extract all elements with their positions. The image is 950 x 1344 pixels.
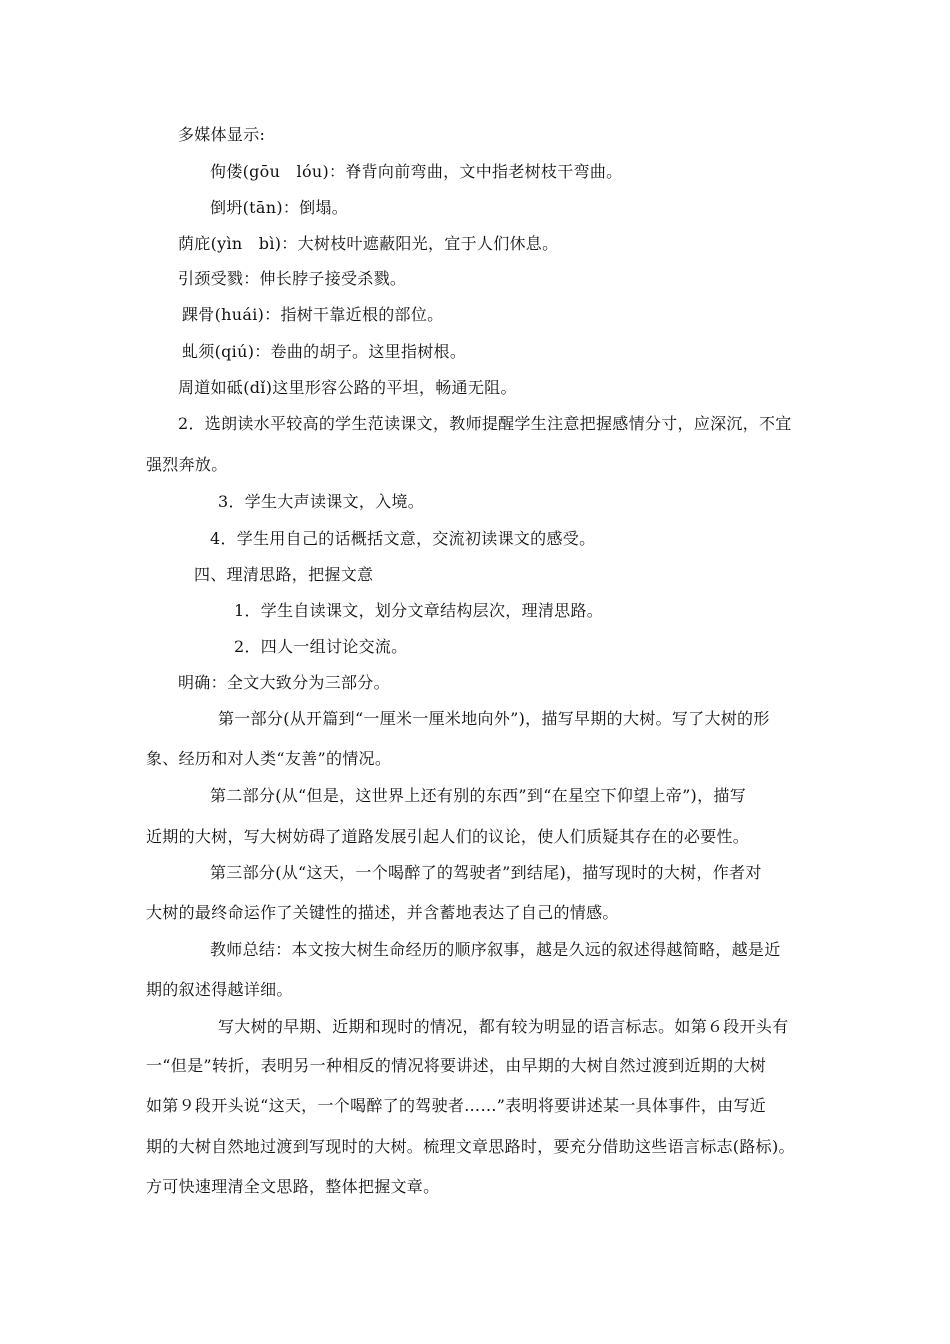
paragraph-step-2-line-2: 强烈奔放。 xyxy=(146,455,228,474)
teacher-summary-line-1: 教师总结：本文按大树生命经历的顺序叙事，越是久远的叙述得越简略，越是近 xyxy=(210,940,781,959)
teacher-summary-line-2: 期的叙述得越详细。 xyxy=(146,980,293,999)
paragraph-step-2-line-1: 2．选朗读水平较高的学生范读课文，教师提醒学生注意把握感情分寸，应深沉，不宜 xyxy=(178,414,792,433)
section-heading-four: 四、理清思路，把握文意 xyxy=(194,565,374,584)
part-one-line-2: 象、经历和对人类“友善”的情况。 xyxy=(146,749,392,768)
part-one-line-1: 第一部分(从开篇到“一厘米一厘米地向外”)，描写早期的大树。写了大树的形 xyxy=(218,709,770,728)
vocab-line-goulou: 佝偻(gōu lóu)：脊背向前弯曲，文中指老树枝干弯曲。 xyxy=(210,162,623,181)
part-three-line-2: 大树的最终命运作了关键性的描述，并含蓄地表达了自己的情感。 xyxy=(146,903,619,922)
part-two-line-2: 近期的大树，写大树妨碍了道路发展引起人们的议论，使人们质疑其存在的必要性。 xyxy=(146,827,750,846)
language-markers-line-1: 写大树的早期、近期和现时的情况，都有较为明显的语言标志。如第６段开头有 xyxy=(218,1017,789,1036)
vocab-line-yinjing: 引颈受戮：伸长脖子接受杀戮。 xyxy=(178,269,407,288)
paragraph-step-4: 4．学生用自己的话概括文意，交流初读课文的感受。 xyxy=(210,529,596,548)
language-markers-line-2: 一“但是”转折，表明另一种相反的情况将要讲述，由早期的大树自然过渡到近期的大树 xyxy=(146,1056,767,1075)
part-three-line-1: 第三部分(从“这天，一个喝醉了的驾驶者”到结尾)，描写现时的大树，作者对 xyxy=(210,863,762,882)
section-heading-multimedia: 多媒体显示: xyxy=(178,125,266,144)
vocab-line-yinbi: 荫庇(yìn bì)：大树枝叶遮蔽阳光，宜于人们休息。 xyxy=(178,234,559,253)
vocab-line-qiuxu: 虬须(qiú)：卷曲的胡子。这里指树根。 xyxy=(182,342,467,361)
sub-step-1: 1．学生自读课文，划分文章结构层次，理清思路。 xyxy=(234,601,604,620)
language-markers-line-3: 如第９段开头说“这天，一个喝醉了的驾驶者……”表明将要讲述某一具体事件，由写近 xyxy=(146,1096,767,1115)
language-markers-line-5: 方可快速理清全文思路，整体把握文章。 xyxy=(146,1177,440,1196)
clarify-line: 明确：全文大致分为三部分。 xyxy=(178,673,390,692)
paragraph-step-3: 3．学生大声读课文，入境。 xyxy=(218,492,425,511)
part-two-line-1: 第二部分(从“但是，这世界上还有别的东西”到“在星空下仰望上帝”)，描写 xyxy=(210,786,747,805)
vocab-line-huaigu: 踝骨(huái)：指树干靠近根的部位。 xyxy=(182,305,444,324)
vocab-line-zhoudao: 周道如砥(dǐ)这里形容公路的平坦，畅通无阻。 xyxy=(178,378,517,397)
vocab-line-daotan: 倒坍(tān)：倒塌。 xyxy=(210,198,349,217)
language-markers-line-4: 期的大树自然地过渡到写现时的大树。梳理文章思路时，要充分借助这些语言标志(路标)。 xyxy=(146,1137,795,1156)
sub-step-2: 2．四人一组讨论交流。 xyxy=(234,637,408,656)
